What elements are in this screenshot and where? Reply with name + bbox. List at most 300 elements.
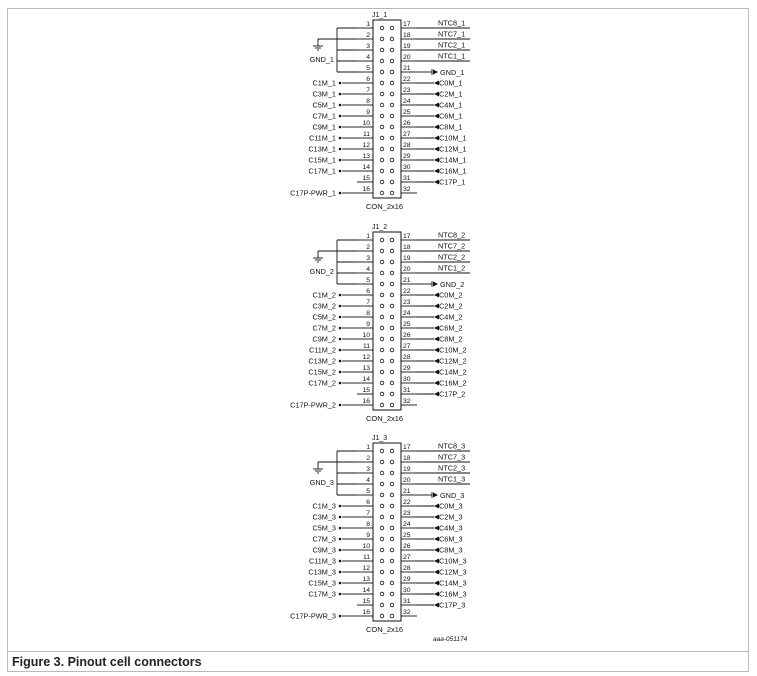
- pwr-label: C17P-PWR_1: [290, 188, 336, 198]
- signal-label-left: C7M_3: [312, 534, 336, 544]
- contact-circle: [380, 392, 384, 396]
- signal-port-dot: [339, 549, 342, 552]
- gnd-label-left: GND_3: [309, 478, 334, 487]
- signal-label-left: C9M_1: [312, 122, 336, 132]
- pin-number-left: 7: [366, 299, 370, 306]
- signal-port-dot: [339, 582, 342, 585]
- signal-port-dot: [339, 126, 342, 129]
- signal-label-left: C5M_1: [312, 100, 336, 110]
- signal-port-dot: [339, 382, 342, 385]
- contact-circle: [390, 570, 394, 574]
- pin-number-left: 10: [362, 120, 370, 127]
- contact-circle: [390, 504, 394, 508]
- pin-number-left: 2: [366, 455, 370, 462]
- pin-number-right: 18: [403, 455, 411, 462]
- pin-number-left: 14: [362, 587, 370, 594]
- signal-label-right: C17P_1: [439, 177, 466, 187]
- signal-label-right: C10M_3: [439, 556, 467, 566]
- signal-label-left: C13M_3: [308, 567, 336, 577]
- signal-port-dot: [339, 104, 342, 107]
- contact-circle: [390, 471, 394, 475]
- pin-number-right: 32: [403, 398, 411, 405]
- pwr-label: C17P-PWR_3: [290, 611, 336, 621]
- contact-circle: [380, 515, 384, 519]
- contact-circle: [380, 81, 384, 85]
- pin-number-right: 22: [403, 76, 411, 83]
- pin-number-left: 16: [362, 398, 370, 405]
- contact-circle: [380, 570, 384, 574]
- contact-circle: [380, 136, 384, 140]
- contact-circle: [380, 37, 384, 41]
- contact-circle: [390, 282, 394, 286]
- signal-port-dot: [339, 148, 342, 151]
- signal-label-right: C0M_3: [439, 501, 463, 511]
- signal-port-dot: [339, 360, 342, 363]
- pin-number-left: 13: [362, 365, 370, 372]
- contact-circle: [390, 592, 394, 596]
- signal-label-left: C15M_2: [308, 367, 336, 377]
- pin-number-right: 28: [403, 565, 411, 572]
- contact-circle: [390, 103, 394, 107]
- signal-label-right: C0M_2: [439, 290, 463, 300]
- gnd-flag-icon: [433, 70, 438, 75]
- contact-circle: [380, 526, 384, 530]
- pin-number-right: 17: [403, 233, 411, 240]
- signal-label-right: C14M_2: [439, 367, 467, 377]
- pin-number-right: 31: [403, 175, 411, 182]
- signal-label-right: C14M_1: [439, 155, 467, 165]
- pin-number-right: 30: [403, 587, 411, 594]
- contact-circle: [380, 326, 384, 330]
- signal-label-left: C11M_1: [308, 133, 336, 143]
- signal-port-dot: [339, 571, 342, 574]
- gnd-label-left: GND_2: [309, 267, 334, 276]
- contact-circle: [390, 381, 394, 385]
- contact-circle: [390, 92, 394, 96]
- signal-port-dot: [339, 93, 342, 96]
- contact-circle: [390, 238, 394, 242]
- signal-label-right: C16M_1: [439, 166, 467, 176]
- pin-number-left: 1: [366, 233, 370, 240]
- contact-circle: [380, 370, 384, 374]
- signal-label-left: C17M_2: [308, 378, 336, 388]
- pin-number-right: 28: [403, 142, 411, 149]
- gnd-label-left: GND_1: [309, 55, 334, 64]
- contact-circle: [390, 337, 394, 341]
- pin-number-left: 9: [366, 532, 370, 539]
- signal-label-left: C7M_2: [312, 323, 336, 333]
- contact-circle: [390, 403, 394, 407]
- pin-number-right: 21: [403, 277, 411, 284]
- contact-circle: [380, 381, 384, 385]
- pin-number-right: 30: [403, 164, 411, 171]
- gnd-label-right: GND_2: [440, 280, 465, 289]
- contact-circle: [380, 59, 384, 63]
- contact-circle: [390, 581, 394, 585]
- pin-number-left: 8: [366, 521, 370, 528]
- pin-number-left: 5: [366, 277, 370, 284]
- ntc-label: NTC2_2: [438, 252, 466, 262]
- contact-circle: [380, 103, 384, 107]
- pin-number-right: 23: [403, 87, 411, 94]
- contact-circle: [390, 370, 394, 374]
- connector-ref: J1_3: [372, 435, 388, 442]
- ntc-label: NTC8_1: [438, 18, 466, 28]
- signal-label-right: C8M_2: [439, 334, 463, 344]
- pin-number-right: 17: [403, 21, 411, 28]
- connector-ref: J1_1: [372, 12, 388, 19]
- pin-number-right: 23: [403, 510, 411, 517]
- pin-number-left: 3: [366, 43, 370, 50]
- signal-port-dot: [339, 305, 342, 308]
- signal-label-left: C5M_2: [312, 312, 336, 322]
- pin-number-left: 9: [366, 321, 370, 328]
- contact-circle: [390, 81, 394, 85]
- pin-number-right: 30: [403, 376, 411, 383]
- contact-circle: [380, 147, 384, 151]
- signal-label-right: C6M_3: [439, 534, 463, 544]
- pin-number-left: 5: [366, 65, 370, 72]
- figure-caption: Figure 3. Pinout cell connectors: [12, 655, 202, 669]
- pin-number-left: 7: [366, 510, 370, 517]
- pin-number-left: 4: [366, 54, 370, 61]
- contact-circle: [390, 603, 394, 607]
- connector-body: [373, 443, 401, 621]
- pin-number-right: 29: [403, 576, 411, 583]
- signal-port-dot: [339, 115, 342, 118]
- pin-number-left: 8: [366, 310, 370, 317]
- pin-number-right: 27: [403, 343, 411, 350]
- ntc-label: NTC8_3: [438, 441, 466, 451]
- contact-circle: [380, 293, 384, 297]
- ntc-label: NTC1_2: [438, 263, 466, 273]
- contact-circle: [380, 548, 384, 552]
- pin-number-right: 31: [403, 598, 411, 605]
- pin-number-left: 6: [366, 76, 370, 83]
- contact-circle: [390, 348, 394, 352]
- pin-number-right: 26: [403, 543, 411, 550]
- contact-circle: [390, 460, 394, 464]
- contact-circle: [390, 158, 394, 162]
- pin-number-left: 3: [366, 255, 370, 262]
- ntc-label: NTC8_2: [438, 230, 466, 240]
- contact-circle: [380, 191, 384, 195]
- signal-label-right: C10M_1: [439, 133, 467, 143]
- pin-number-left: 7: [366, 87, 370, 94]
- pin-number-right: 25: [403, 321, 411, 328]
- contact-circle: [390, 260, 394, 264]
- contact-circle: [390, 304, 394, 308]
- contact-circle: [380, 493, 384, 497]
- contact-circle: [380, 125, 384, 129]
- signal-port-dot: [339, 371, 342, 374]
- pin-number-left: 2: [366, 244, 370, 251]
- signal-port-dot: [339, 527, 342, 530]
- pin-number-left: 13: [362, 153, 370, 160]
- contact-circle: [380, 238, 384, 242]
- contact-circle: [380, 180, 384, 184]
- signal-label-right: C16M_3: [439, 589, 467, 599]
- signal-label-right: C2M_3: [439, 512, 463, 522]
- signal-label-left: C17M_1: [308, 166, 336, 176]
- signal-port-dot: [339, 159, 342, 162]
- contact-circle: [390, 37, 394, 41]
- pin-number-left: 12: [362, 354, 370, 361]
- pin-number-right: 32: [403, 609, 411, 616]
- pin-number-right: 21: [403, 488, 411, 495]
- pwr-port-dot: [339, 615, 342, 618]
- signal-label-left: C15M_3: [308, 578, 336, 588]
- contact-circle: [380, 359, 384, 363]
- contact-circle: [390, 392, 394, 396]
- contact-circle: [380, 348, 384, 352]
- contact-circle: [390, 614, 394, 618]
- contact-circle: [380, 48, 384, 52]
- pin-number-left: 11: [362, 554, 370, 561]
- contact-circle: [390, 537, 394, 541]
- signal-label-left: C1M_1: [312, 78, 336, 88]
- contact-circle: [390, 293, 394, 297]
- contact-circle: [380, 337, 384, 341]
- ntc-label: NTC1_3: [438, 474, 466, 484]
- signal-label-right: C17P_3: [439, 600, 466, 610]
- signal-label-right: C12M_1: [439, 144, 467, 154]
- pin-number-right: 26: [403, 120, 411, 127]
- pin-number-right: 19: [403, 466, 411, 473]
- ntc-label: NTC2_3: [438, 463, 466, 473]
- contact-circle: [380, 92, 384, 96]
- signal-port-dot: [339, 170, 342, 173]
- signal-port-dot: [339, 349, 342, 352]
- gnd-label-right: GND_1: [440, 68, 465, 77]
- signal-port-dot: [339, 294, 342, 297]
- contact-circle: [390, 449, 394, 453]
- pin-number-left: 2: [366, 32, 370, 39]
- signal-label-right: C6M_2: [439, 323, 463, 333]
- signal-label-left: C3M_1: [312, 89, 336, 99]
- pin-number-right: 24: [403, 98, 411, 105]
- contact-circle: [380, 471, 384, 475]
- contact-circle: [390, 59, 394, 63]
- pin-number-right: 29: [403, 153, 411, 160]
- contact-circle: [390, 548, 394, 552]
- pwr-port-dot: [339, 404, 342, 407]
- pin-number-right: 20: [403, 54, 411, 61]
- signal-label-left: C11M_2: [308, 345, 336, 355]
- pin-number-left: 4: [366, 266, 370, 273]
- connector-part-name: CON_2x16: [366, 414, 404, 423]
- contact-circle: [380, 449, 384, 453]
- signal-label-right: C10M_2: [439, 345, 467, 355]
- pin-number-right: 25: [403, 532, 411, 539]
- contact-circle: [380, 460, 384, 464]
- pin-number-right: 22: [403, 499, 411, 506]
- pin-number-right: 20: [403, 266, 411, 273]
- pin-number-left: 9: [366, 109, 370, 116]
- pin-number-left: 15: [362, 387, 370, 394]
- signal-port-dot: [339, 505, 342, 508]
- contact-circle: [390, 114, 394, 118]
- pwr-label: C17P-PWR_2: [290, 400, 336, 410]
- pin-number-left: 4: [366, 477, 370, 484]
- signal-port-dot: [339, 327, 342, 330]
- contact-circle: [390, 191, 394, 195]
- signal-label-right: C4M_1: [439, 100, 463, 110]
- contact-circle: [390, 271, 394, 275]
- signal-port-dot: [339, 338, 342, 341]
- pin-number-right: 27: [403, 131, 411, 138]
- signal-label-left: C1M_2: [312, 290, 336, 300]
- pin-number-right: 28: [403, 354, 411, 361]
- contact-circle: [380, 537, 384, 541]
- pin-number-left: 8: [366, 98, 370, 105]
- signal-label-left: C13M_1: [308, 144, 336, 154]
- contact-circle: [390, 482, 394, 486]
- pin-number-right: 19: [403, 255, 411, 262]
- contact-circle: [380, 581, 384, 585]
- signal-label-right: C2M_2: [439, 301, 463, 311]
- connector-part-name: CON_2x16: [366, 625, 404, 634]
- contact-circle: [380, 282, 384, 286]
- signal-label-left: C7M_1: [312, 111, 336, 121]
- contact-circle: [380, 271, 384, 275]
- signal-label-left: C13M_2: [308, 356, 336, 366]
- pin-number-right: 18: [403, 32, 411, 39]
- pin-number-left: 1: [366, 21, 370, 28]
- ntc-label: NTC7_1: [438, 29, 466, 39]
- signal-label-left: C11M_3: [308, 556, 336, 566]
- signal-label-right: C0M_1: [439, 78, 463, 88]
- contact-circle: [380, 70, 384, 74]
- pin-number-left: 1: [366, 444, 370, 451]
- contact-circle: [380, 504, 384, 508]
- signal-port-dot: [339, 593, 342, 596]
- pin-number-right: 26: [403, 332, 411, 339]
- contact-circle: [380, 614, 384, 618]
- pin-number-left: 11: [362, 343, 370, 350]
- contact-circle: [380, 403, 384, 407]
- pin-number-right: 32: [403, 186, 411, 193]
- pin-number-right: 31: [403, 387, 411, 394]
- connector-body: [373, 232, 401, 410]
- pin-number-right: 27: [403, 554, 411, 561]
- contact-circle: [390, 70, 394, 74]
- gnd-label-right: GND_3: [440, 491, 465, 500]
- signal-port-dot: [339, 137, 342, 140]
- pin-number-right: 20: [403, 477, 411, 484]
- contact-circle: [380, 304, 384, 308]
- signal-label-right: C4M_2: [439, 312, 463, 322]
- pin-number-left: 16: [362, 609, 370, 616]
- contact-circle: [390, 315, 394, 319]
- contact-circle: [390, 147, 394, 151]
- pin-number-left: 15: [362, 598, 370, 605]
- contact-circle: [380, 315, 384, 319]
- contact-circle: [390, 326, 394, 330]
- contact-circle: [390, 359, 394, 363]
- signal-label-right: C16M_2: [439, 378, 467, 388]
- gnd-flag-icon: [433, 282, 438, 287]
- signal-label-left: C1M_3: [312, 501, 336, 511]
- pin-number-left: 6: [366, 499, 370, 506]
- contact-circle: [390, 180, 394, 184]
- pin-number-left: 12: [362, 565, 370, 572]
- pin-number-left: 10: [362, 332, 370, 339]
- signal-label-left: C15M_1: [308, 155, 336, 165]
- signal-label-right: C2M_1: [439, 89, 463, 99]
- pin-number-right: 18: [403, 244, 411, 251]
- connector-body: [373, 20, 401, 198]
- pin-number-right: 21: [403, 65, 411, 72]
- signal-label-right: C14M_3: [439, 578, 467, 588]
- contact-circle: [380, 482, 384, 486]
- ntc-label: NTC2_1: [438, 40, 466, 50]
- contact-circle: [380, 169, 384, 173]
- pin-number-left: 12: [362, 142, 370, 149]
- contact-circle: [380, 559, 384, 563]
- signal-port-dot: [339, 516, 342, 519]
- signal-label-left: C3M_2: [312, 301, 336, 311]
- pin-number-right: 19: [403, 43, 411, 50]
- contact-circle: [390, 169, 394, 173]
- pin-number-left: 13: [362, 576, 370, 583]
- connector-part-name: CON_2x16: [366, 202, 404, 211]
- signal-label-left: C17M_3: [308, 589, 336, 599]
- pin-number-right: 24: [403, 521, 411, 528]
- gnd-flag-icon: [433, 493, 438, 498]
- contact-circle: [380, 158, 384, 162]
- signal-label-right: C8M_1: [439, 122, 463, 132]
- signal-port-dot: [339, 316, 342, 319]
- signal-label-right: C12M_2: [439, 356, 467, 366]
- document-code: aaa-051174: [433, 636, 468, 643]
- signal-label-right: C6M_1: [439, 111, 463, 121]
- contact-circle: [390, 26, 394, 30]
- contact-circle: [380, 249, 384, 253]
- signal-port-dot: [339, 560, 342, 563]
- ntc-label: NTC7_2: [438, 241, 466, 251]
- signal-port-dot: [339, 82, 342, 85]
- contact-circle: [390, 493, 394, 497]
- contact-circle: [390, 559, 394, 563]
- pin-number-left: 15: [362, 175, 370, 182]
- signal-label-left: C5M_3: [312, 523, 336, 533]
- contact-circle: [390, 249, 394, 253]
- signal-label-right: C8M_3: [439, 545, 463, 555]
- pin-number-left: 16: [362, 186, 370, 193]
- contact-circle: [390, 526, 394, 530]
- pin-number-left: 14: [362, 164, 370, 171]
- pin-number-right: 29: [403, 365, 411, 372]
- contact-circle: [390, 136, 394, 140]
- signal-port-dot: [339, 538, 342, 541]
- pin-number-right: 22: [403, 288, 411, 295]
- contact-circle: [380, 592, 384, 596]
- contact-circle: [390, 48, 394, 52]
- pin-number-right: 17: [403, 444, 411, 451]
- pin-number-left: 14: [362, 376, 370, 383]
- pwr-port-dot: [339, 192, 342, 195]
- signal-label-right: C12M_3: [439, 567, 467, 577]
- signal-label-right: C4M_3: [439, 523, 463, 533]
- pin-number-left: 11: [362, 131, 370, 138]
- pin-number-left: 10: [362, 543, 370, 550]
- contact-circle: [380, 603, 384, 607]
- contact-circle: [390, 515, 394, 519]
- ntc-label: NTC1_1: [438, 51, 466, 61]
- pin-number-left: 6: [366, 288, 370, 295]
- ntc-label: NTC7_3: [438, 452, 466, 462]
